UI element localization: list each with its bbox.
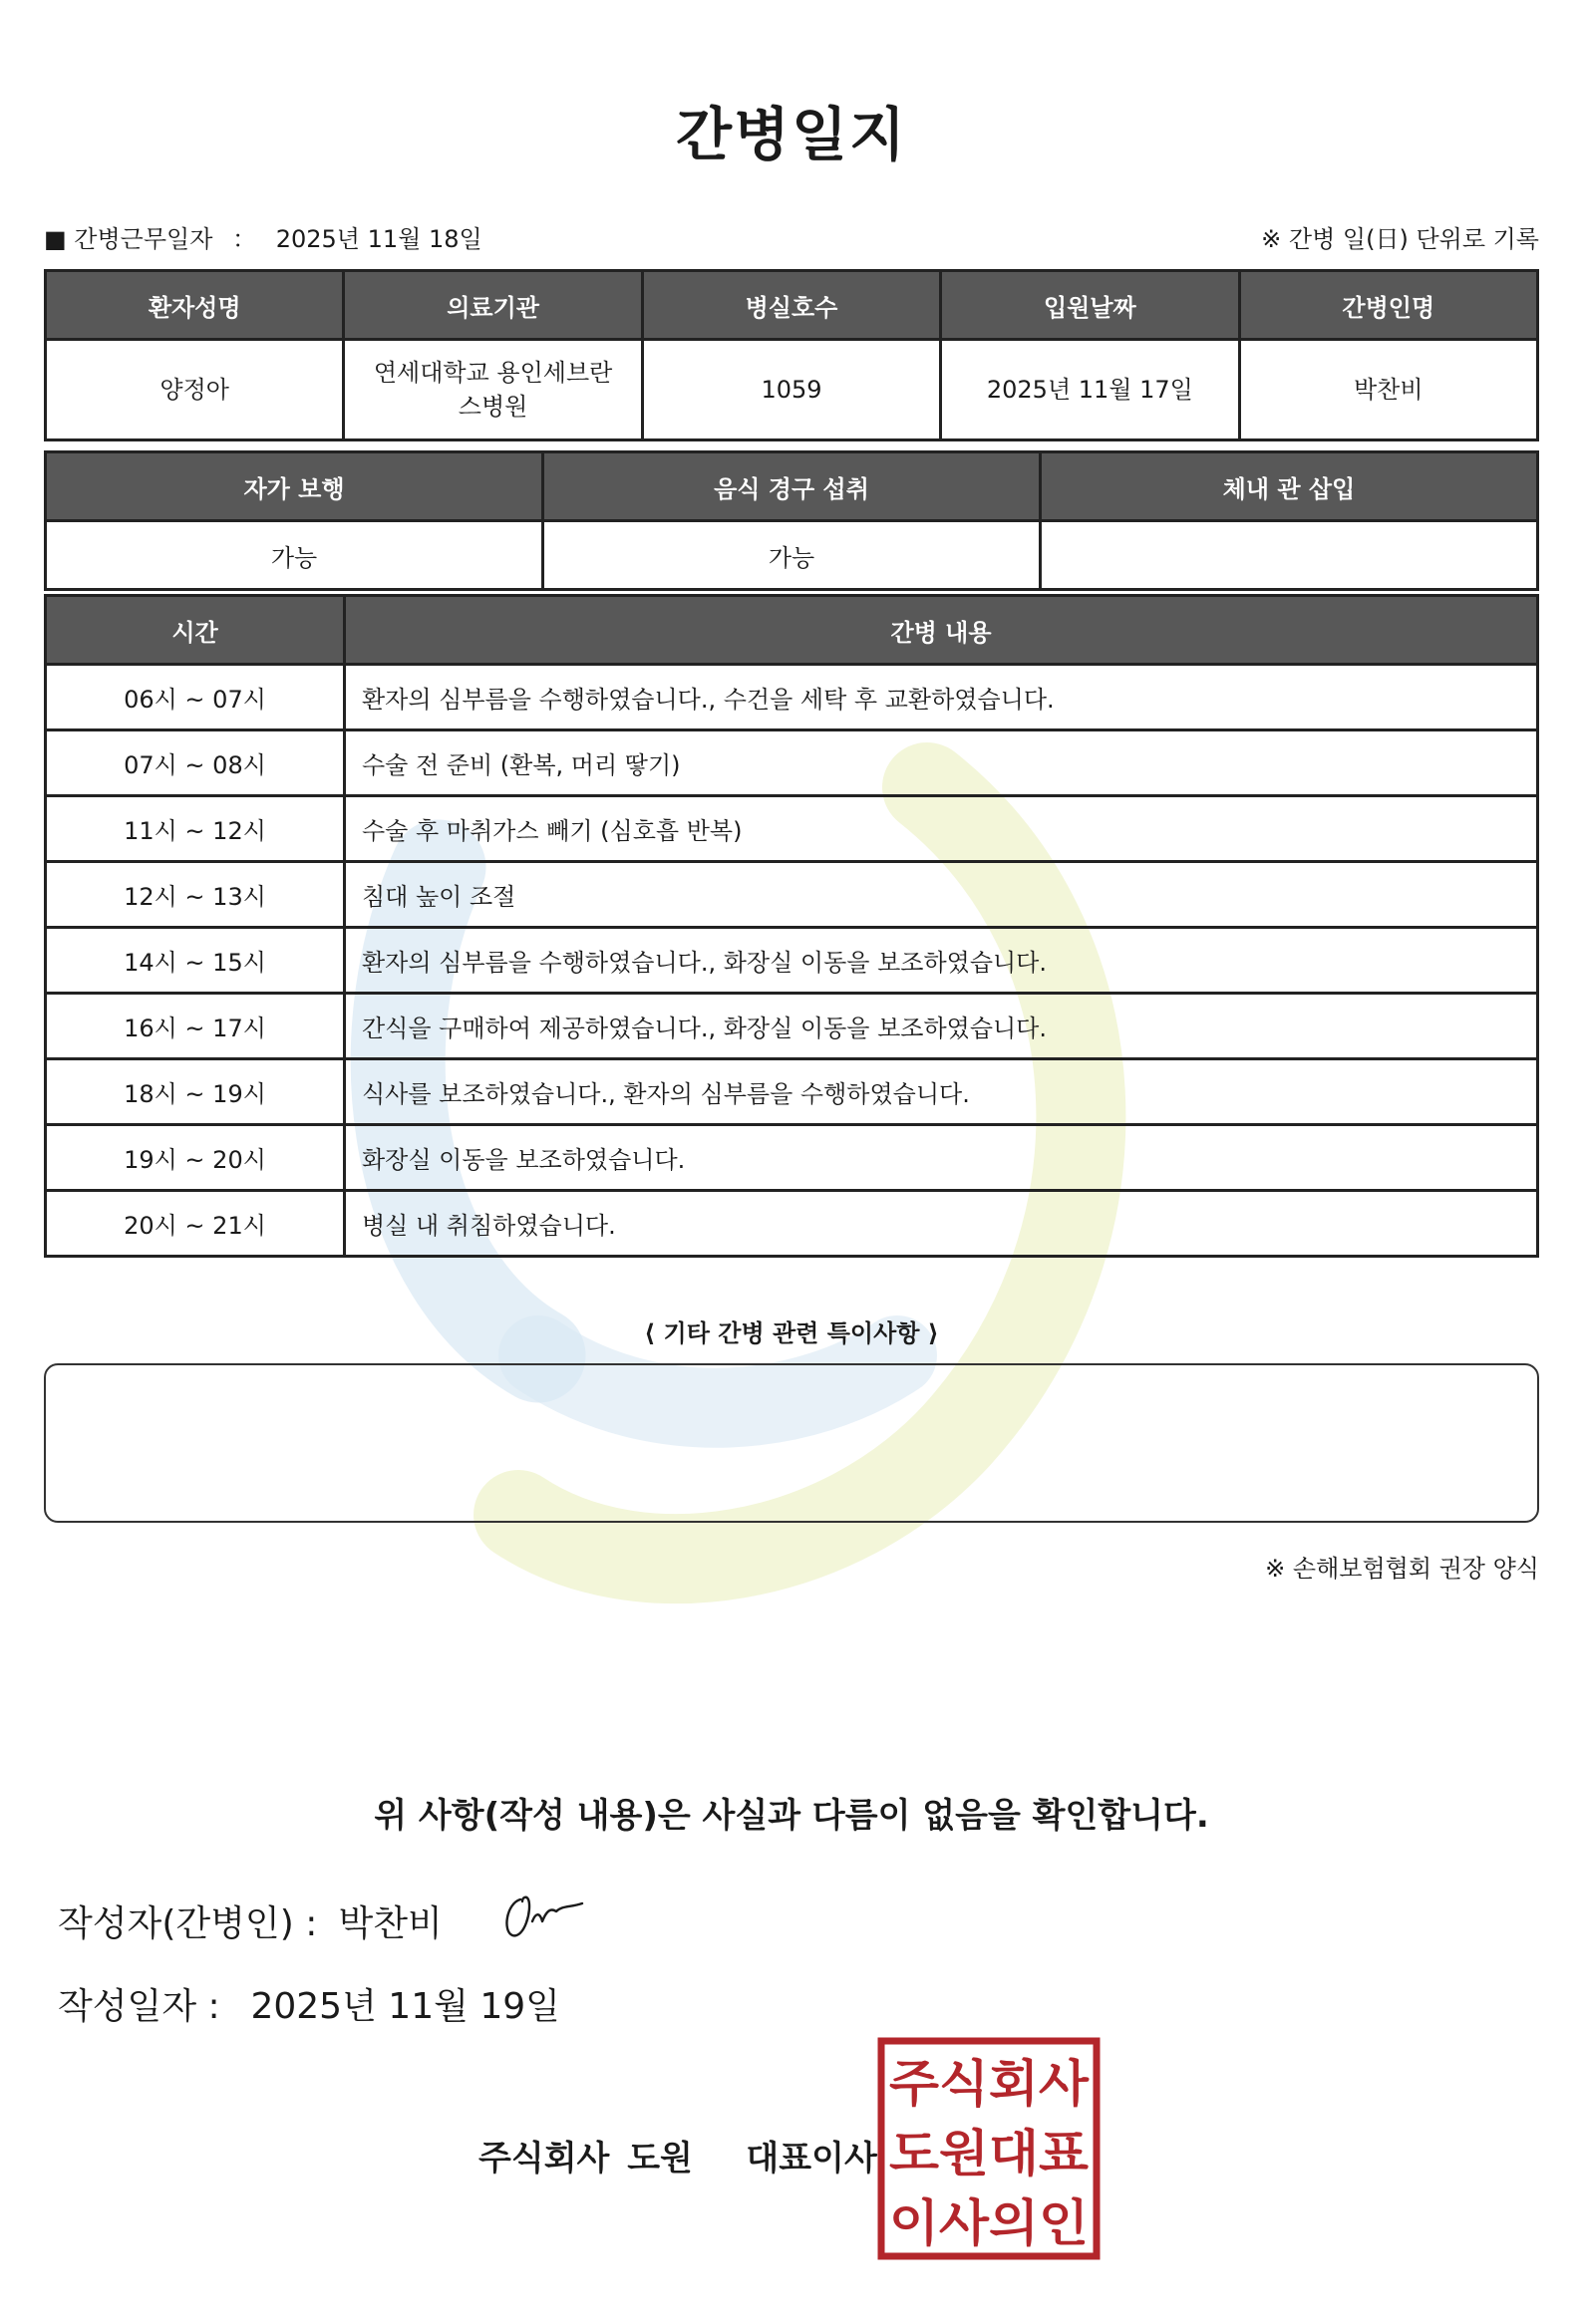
table-row [46, 1125, 1538, 1191]
care-content: 화장실 이동을 보조하였습니다. [345, 1125, 1538, 1191]
handwritten-signature-icon [498, 1891, 588, 1941]
unit-note: ※ 간병 일(日) 단위로 기록 [1261, 225, 1539, 253]
patient-ability-table [44, 450, 1539, 591]
header-patient-name: 환자성명 [46, 271, 344, 340]
writer-row [58, 1895, 443, 1946]
care-time: 18시 ~ 19시 [46, 1059, 345, 1125]
header-admission-date: 입원날짜 [941, 271, 1239, 340]
header-self-walking: 자가 보행 [46, 452, 543, 521]
work-date-row [44, 219, 1539, 253]
patient-info-table [44, 269, 1539, 441]
care-log-table [44, 594, 1539, 1258]
admission-date: 2025년 11월 17일 [941, 340, 1239, 440]
work-date [44, 219, 482, 254]
table-row [46, 730, 1538, 796]
care-content: 식사를 보조하였습니다., 환자의 심부름을 수행하였습니다. [345, 1059, 1538, 1125]
tube-insertion-value [1041, 521, 1538, 590]
care-content: 수술 후 마취가스 빼기 (심호흡 반복) [345, 796, 1538, 862]
patient-info-value-row [46, 340, 1538, 440]
remarks-box [44, 1363, 1539, 1523]
care-time: 16시 ~ 17시 [46, 994, 345, 1059]
header-oral-intake: 음식 경구 섭취 [543, 452, 1041, 521]
table-row [46, 928, 1538, 994]
company-seal-stamp [877, 2037, 1101, 2260]
hospital-name: 연세대학교 용인세브란스병원 [344, 340, 642, 440]
care-time: 14시 ~ 15시 [46, 928, 345, 994]
table-row [46, 796, 1538, 862]
care-log-header-row [46, 596, 1538, 665]
header-time: 시간 [46, 596, 345, 665]
care-time: 11시 ~ 12시 [46, 796, 345, 862]
form-note: ※ 손해보험협회 권장 양식 [1265, 1555, 1539, 1583]
table-row [46, 1191, 1538, 1257]
self-walking-value: 가능 [46, 521, 543, 590]
confirmation-statement: 위 사항(작성 내용)은 사실과 다름이 없음을 확인합니다. [374, 1796, 1209, 1836]
stamp-line-1: 주식회사 [889, 2055, 1090, 2113]
header-caregiver-name: 간병인명 [1239, 271, 1537, 340]
work-date-value: 2025년 11월 18일 [275, 225, 482, 253]
written-date-row [58, 1978, 560, 2029]
care-time: 20시 ~ 21시 [46, 1191, 345, 1257]
company-representative: 주식회사 도원 대표이사 [478, 2139, 877, 2179]
ability-value-row [46, 521, 1538, 590]
header-care-content: 간병 내용 [345, 596, 1538, 665]
writer-name: 박찬비 [338, 1903, 443, 1944]
care-time: 12시 ~ 13시 [46, 862, 345, 928]
caregiver-name: 박찬비 [1239, 340, 1537, 440]
room-number: 1059 [642, 340, 940, 440]
work-date-separator: ： [232, 225, 257, 253]
stamp-line-2: 도원대표 [889, 2125, 1090, 2182]
written-date-label: 작성일자 : [58, 1986, 220, 2027]
patient-info-header-row [46, 271, 1538, 340]
table-row [46, 994, 1538, 1059]
document-title: 간병일지 [675, 101, 908, 168]
header-tube-insertion: 체내 관 삽입 [1041, 452, 1538, 521]
written-date-value: 2025년 11월 19일 [250, 1986, 560, 2027]
header-hospital: 의료기관 [344, 271, 642, 340]
table-row [46, 1059, 1538, 1125]
oral-intake-value: 가능 [543, 521, 1041, 590]
care-content: 수술 전 준비 (환복, 머리 땋기) [345, 730, 1538, 796]
remarks-title: ⟨ 기타 간병 관련 특이사항 ⟩ [644, 1319, 939, 1347]
writer-label: 작성자(간병인) : [58, 1903, 318, 1944]
stamp-line-3: 이사의인 [889, 2194, 1089, 2252]
care-content: 간식을 구매하여 제공하였습니다., 화장실 이동을 보조하였습니다. [345, 994, 1538, 1059]
care-content: 병실 내 취침하였습니다. [345, 1191, 1538, 1257]
care-content: 환자의 심부름을 수행하였습니다., 화장실 이동을 보조하였습니다. [345, 928, 1538, 994]
header-room-number: 병실호수 [642, 271, 940, 340]
work-date-label: ■ 간병근무일자 [44, 225, 213, 253]
table-row [46, 665, 1538, 730]
care-time: 07시 ~ 08시 [46, 730, 345, 796]
care-content: 침대 높이 조절 [345, 862, 1538, 928]
ability-header-row [46, 452, 1538, 521]
table-row [46, 862, 1538, 928]
care-time: 06시 ~ 07시 [46, 665, 345, 730]
care-content: 환자의 심부름을 수행하였습니다., 수건을 세탁 후 교환하였습니다. [345, 665, 1538, 730]
patient-name: 양정아 [46, 340, 344, 440]
care-time: 19시 ~ 20시 [46, 1125, 345, 1191]
